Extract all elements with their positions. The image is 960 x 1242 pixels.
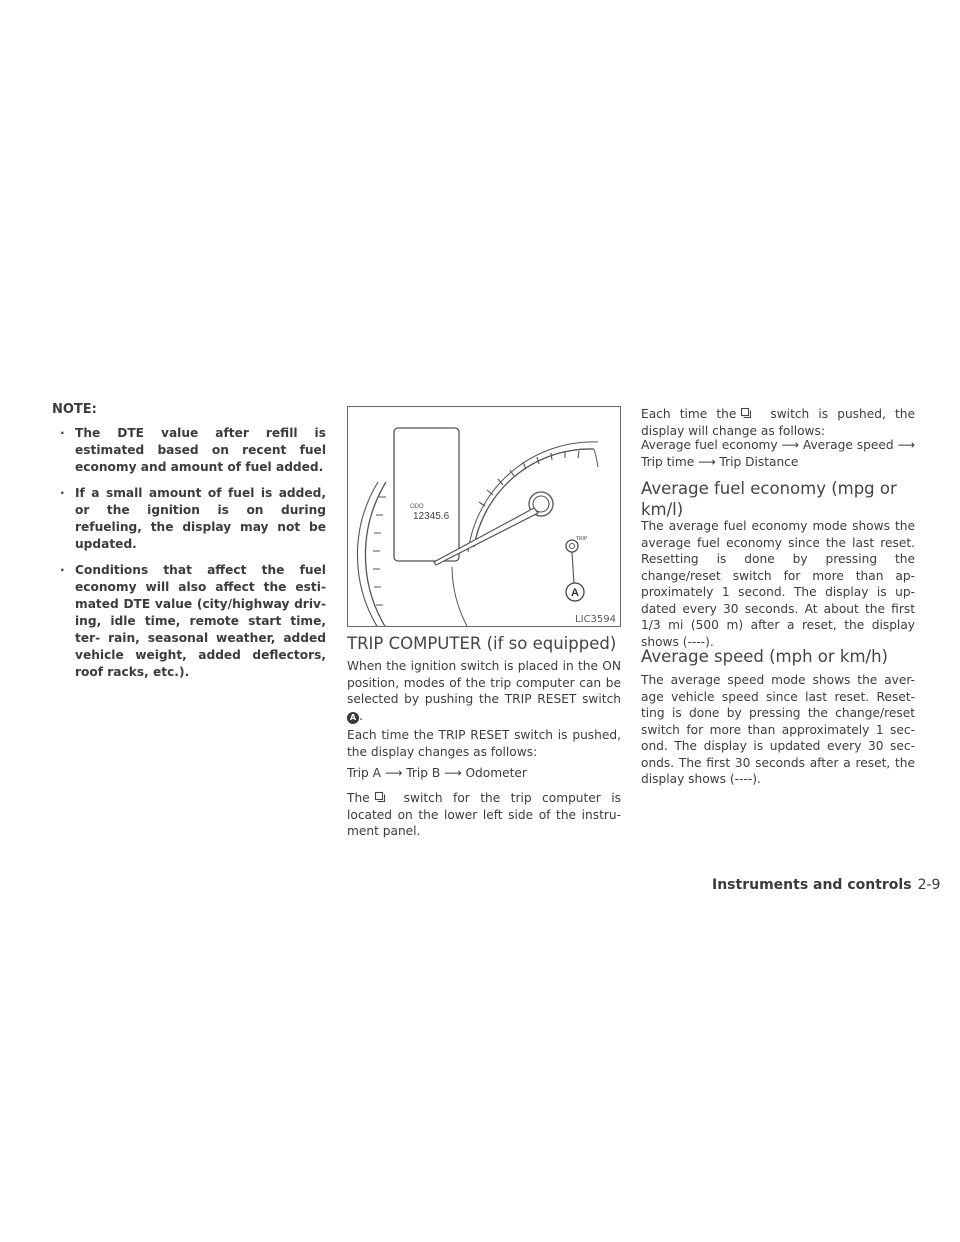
note-bullet <box>60 562 326 681</box>
page-footer <box>712 877 940 893</box>
note-bullet <box>60 485 326 553</box>
trip-sequence: Trip A ⟶ Trip B ⟶ Odometer <box>347 766 527 780</box>
trip-p1-text: When the ignition switch is placed in the ON position, modes of the trip computer can be selected by pushing the TRIP RESET switch <box>347 659 621 706</box>
switch-location-paragraph <box>347 790 621 840</box>
note-bullet-list <box>60 425 326 690</box>
note-bullet <box>60 425 326 476</box>
trip-p1-end: . <box>359 708 363 723</box>
callout-a-icon: A <box>347 712 359 724</box>
avg-fuel-economy-heading: Average fuel economy (mpg or km/l) <box>641 479 897 519</box>
section-title: Instruments and controls <box>712 877 912 893</box>
display-sequence: Average fuel economy ⟶ Average speed ⟶ Trip time ⟶ Trip Distance <box>641 438 915 469</box>
instrument-cluster-figure <box>347 406 621 627</box>
odo-readout-value: 12345.6 <box>413 511 450 522</box>
odo-readout-label: ODO <box>410 504 424 510</box>
page-number: 2-9 <box>917 877 941 893</box>
gauge-illustration-icon <box>348 407 621 627</box>
figure-label: LIC3594 <box>575 614 616 625</box>
avg-fuel-economy-paragraph: The average fuel economy mode shows the average fuel economy since the last reset. Resetting is done by pressing the change/reset switch for more than ap- proximately 1 second. The display is up- dated every 30 seconds. At about the first 1/3 mi (500 m) after a reset, the display shows (----). <box>641 519 915 649</box>
bullet-dot-icon: · <box>60 486 65 500</box>
trip-computer-paragraph <box>347 658 621 724</box>
change-reset-switch-icon <box>740 407 752 419</box>
note-bullet-text: The DTE value after refill is estimated based on recent fuel economy and amount of fuel added. <box>75 426 326 474</box>
note-bullet-text: Conditions that affect the fuel economy will also affect the esti- mated DTE value (city/highway driv- ing, idle time, remote start time, ter- rain, seasonal weather, added vehicle weight, added deflectors, roof racks, etc.). <box>75 563 326 679</box>
note-title: NOTE: <box>52 402 97 417</box>
each-time-text-start: Each time the <box>641 407 737 421</box>
note-bullet-text: If a small amount of fuel is added, or the ignition is on during refueling, the display may not be updated. <box>75 486 326 551</box>
trip-text: TRIP <box>576 536 588 542</box>
callout-a: A <box>571 587 579 599</box>
trip-reset-paragraph: Each time the TRIP RESET switch is pushed, the display changes as follows: <box>347 728 621 759</box>
change-reset-switch-icon <box>374 791 386 803</box>
switch-location-text-end: switch for the trip computer is located on the lower left side of the instru- ment panel. <box>347 791 621 838</box>
bullet-dot-icon: · <box>60 426 65 440</box>
each-time-paragraph <box>641 406 915 439</box>
avg-speed-heading: Average speed (mph or km/h) <box>641 647 888 666</box>
bullet-dot-icon: · <box>60 563 65 577</box>
each-time-text-end: switch is pushed, the display will change as follows: <box>641 407 915 438</box>
switch-location-text-start: The <box>347 791 370 805</box>
trip-computer-heading: TRIP COMPUTER (if so equipped) <box>347 634 617 653</box>
avg-speed-paragraph: The average speed mode shows the aver- age vehicle speed since last reset. Reset- ting is done by pressing the change/reset switch for more than approximately 1 sec- ond. The display is updated every 30 sec- onds. The first 30 seconds after a reset, the display shows (----). <box>641 673 915 786</box>
